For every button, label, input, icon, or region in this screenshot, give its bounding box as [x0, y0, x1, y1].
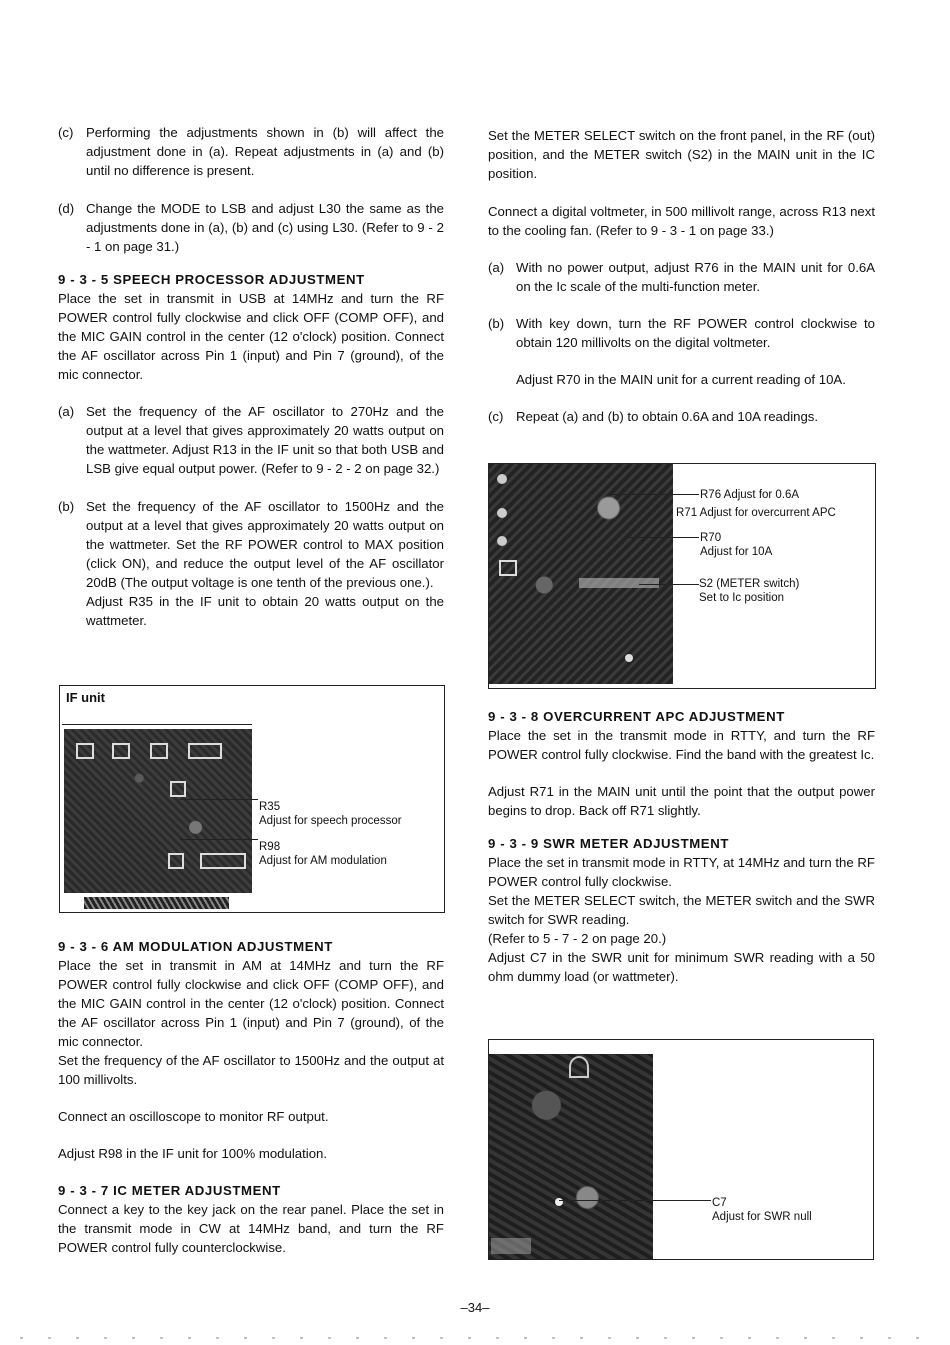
callout-r35: R35 Adjust for speech processor [259, 801, 402, 827]
item-d: (d) Change the MODE to LSB and adjust L30 the same as the adjustments done in (a), (b) and (c) using L30. (Refer to 9 - 2 - 1 on page 31.) [58, 201, 444, 254]
page-number: –34– [460, 1300, 490, 1315]
paragraph: Adjust R71 in the MAIN unit until the point that the output power begins to drop. Back off R71 slightly. [488, 784, 875, 818]
figure-title: IF unit [66, 690, 105, 705]
paragraph: Adjust C7 in the SWR unit for minimum SWR reading with a 50 ohm dummy load (or wattmeter). [488, 950, 875, 984]
scan-noise [20, 1337, 930, 1339]
section-heading-935: 9 - 3 - 5 SPEECH PROCESSOR ADJUSTMENT [58, 272, 365, 287]
callout-s2: S2 (METER switch) Set to Ic position [699, 578, 800, 604]
if-unit-figure [59, 685, 445, 913]
item-c: (c) Performing the adjustments shown in (b) will affect the adjustment done in (a). Repeat adjustments in (a) and (b) until no difference is present. [58, 125, 444, 178]
paragraph: Connect an oscilloscope to monitor RF output. [58, 1109, 329, 1124]
swr-unit-photo [489, 1054, 653, 1259]
paragraph: Connect a digital voltmeter, in 500 millivolt range, across R13 next to the cooling fan. (Refer to 9 - 3 - 1 on page 33.) [488, 204, 875, 238]
paragraph: Place the set in transmit mode in RTTY, at 14MHz and turn the RF POWER control fully clockwise. [488, 855, 875, 889]
callout-r98: R98 Adjust for AM modulation [259, 841, 387, 867]
swr-unit-figure [488, 1039, 874, 1260]
callout-r71: R71 Adjust for overcurrent APC [676, 507, 836, 519]
section-heading-936: 9 - 3 - 6 AM MODULATION ADJUSTMENT [58, 939, 333, 954]
main-unit-figure [488, 463, 876, 689]
left-column-lower [58, 937, 444, 1257]
right-column-lower [488, 707, 875, 986]
callout-c7: C7 Adjust for SWR null [712, 1197, 812, 1223]
item-c: (c) Repeat (a) and (b) to obtain 0.6A and 10A readings. [488, 409, 819, 424]
paragraph: Place the set in transmit in AM at 14MHz and turn the RF POWER control fully clockwise and click OFF (COMP OFF), and the MIC GAIN control in the center (12 o'clock) position. Connect the AF oscillator across Pin 1 (input) and Pin 7 (ground), of the mic connector. [58, 958, 444, 1049]
paragraph: Set the frequency of the AF oscillator to 1500Hz and the output at 100 millivolts. [58, 1053, 444, 1087]
paragraph: Connect a key to the key jack on the rear panel. Place the set in the transmit mode in CW at 14MHz band, and turn the RF POWER control fully counterclockwise. [58, 1202, 444, 1255]
item-b: (b) Set the frequency of the AF oscillator to 1500Hz and the output at a level that gives approximately 20 watts output on the wattmeter. Set the RF POWER control to MAX position (click ON), and reduce the output level of the AF oscillator 20dB (The output voltage is one tenth of the previous one.). Adjust R35 in the IF unit to obtain 20 watts output on the wattmeter. [58, 499, 444, 628]
if-unit-photo [64, 729, 252, 893]
main-unit-photo [489, 464, 673, 684]
paragraph: Set the METER SELECT switch on the front panel, in the RF (out) position, and the METER switch (S2) in the MAIN unit in the IC position. [488, 128, 875, 181]
left-column [58, 123, 444, 630]
callout-r76: R76 Adjust for 0.6A [700, 489, 800, 501]
item-a: (a) Set the frequency of the AF oscillator to 270Hz and the output at a level that gives approximately 20 watts output on the wattmeter. Adjust R13 in the IF unit so that both USB and LSB give equal output power. (Refer to 9 - 2 - 2 on page 32.) [58, 404, 444, 476]
callout-r70: R70 Adjust for 10A [700, 532, 773, 558]
paragraph: Set the METER SELECT switch, the METER switch and the SWR switch for SWR reading. [488, 893, 875, 927]
item-b: (b) With key down, turn the RF POWER control clockwise to obtain 120 millivolts on the digital voltmeter. Adjust R70 in the MAIN unit for a current reading of 10A. [488, 316, 875, 387]
paragraph: Place the set in the transmit mode in RTTY, and turn the RF POWER control fully clockwise. Find the band with the greatest Ic. [488, 728, 875, 762]
item-a: (a) With no power output, adjust R76 in the MAIN unit for 0.6A on the Ic scale of the multi-function meter. [488, 260, 875, 294]
section-heading-938: 9 - 3 - 8 OVERCURRENT APC ADJUSTMENT [488, 709, 785, 724]
section-heading-939: 9 - 3 - 9 SWR METER ADJUSTMENT [488, 836, 729, 851]
section-heading-937: 9 - 3 - 7 IC METER ADJUSTMENT [58, 1183, 281, 1198]
right-column [488, 126, 875, 426]
paragraph: Place the set in transmit in USB at 14MHz and turn the RF POWER control fully clockwise and click OFF (COMP OFF), and the MIC GAIN control in the center (12 o'clock) position. Connect the AF oscillator across Pin 1 (input) and Pin 7 (ground), of the mic connector. [58, 291, 444, 382]
paragraph: (Refer to 5 - 7 - 2 on page 20.) [488, 931, 667, 946]
paragraph: Adjust R98 in the IF unit for 100% modulation. [58, 1146, 328, 1161]
